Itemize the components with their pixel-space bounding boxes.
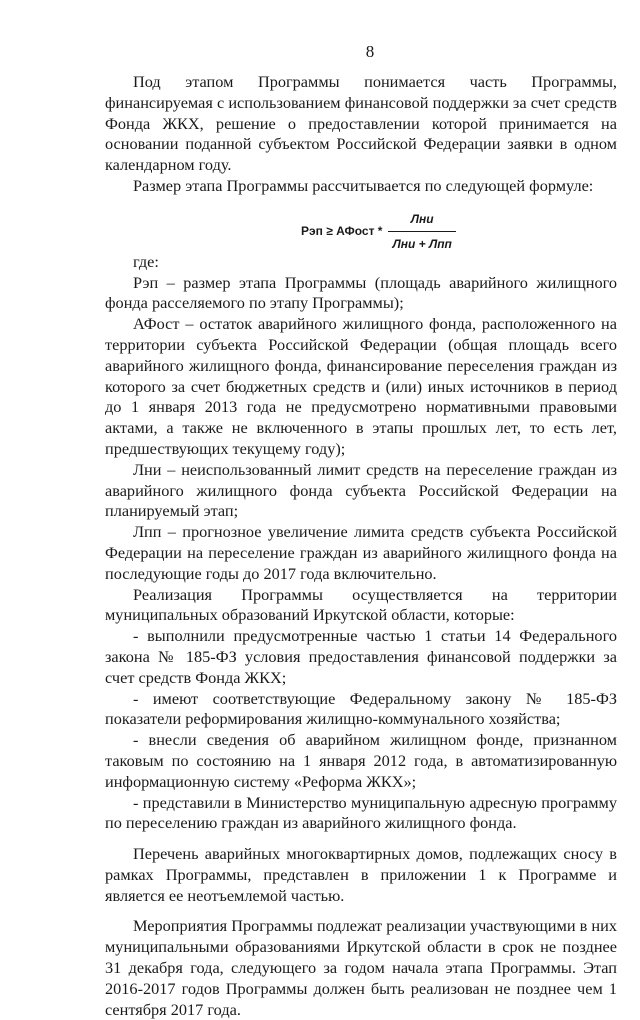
paragraph-lpp-definition: Лпп – прогнозное увеличение лимита средств субъекта Российской Федерации на переселение граждан из аварийного жилищного фонда на последующие годы до 2017 года включительно. (105, 522, 617, 583)
formula-numerator: Лни (410, 211, 434, 226)
formula-block (105, 197, 617, 252)
formula (301, 209, 456, 255)
formula-lhs: Рэп ≥ АФост * (301, 224, 383, 239)
list-item-condition-1: - выполнили предусмотренные частью 1 статьи 14 Федерального закона № 185-ФЗ условия предоставления финансовой поддержки за счет средств Фонда ЖКХ; (105, 626, 617, 687)
list-item-condition-3: - внесли сведения об аварийном жилищном фонде, признанном таковым по состоянию на 1 января 2012 года, в автоматизированную информационную систему «Реформа ЖКХ»; (105, 730, 617, 791)
paragraph-formula-intro: Размер этапа Программы рассчитывается по следующей формуле: (133, 175, 594, 195)
paragraph-rep-definition: Рэп – размер этапа Программы (площадь аварийного жилищного фонда расселяемого по этапу Программы); (105, 272, 617, 313)
page-number: 8 (365, 42, 375, 61)
paragraph-where: где: (133, 251, 159, 271)
formula-fraction (388, 209, 455, 255)
list-item-condition-2: - имеют соответствующие Федеральному закону № 185-ФЗ показатели реформирования жилищно-коммунального хозяйства; (105, 688, 617, 729)
list-item-condition-4: - представили в Министерство муниципальную адресную программу по переселению граждан из аварийного жилищного фонда. (105, 792, 617, 833)
paragraph-lni-definition: Лни – неиспользованный лимит средств на переселение граждан из аварийного жилищного фонда субъекта Российской Федерации на планируемый этап; (105, 459, 617, 521)
paragraph-implementation: Реализация Программы осуществляется на территории муниципальных образований Иркутской области, которые: (105, 584, 617, 625)
formula-denominator: Лни + Лпп (392, 236, 452, 251)
paragraph-deadlines: Мероприятия Программы подлежат реализации участвующими в них муниципальными образованиями Иркутской области в срок не позднее 31 декабря года, следующего за годом начала этапа Программы. Этап 2016-2017 годов Программы должен быть реализован не позднее чем 1 сентября 2017 года. (105, 916, 617, 1019)
paragraph-afost-definition: АФост – остаток аварийного жилищного фонда, расположенного на территории субъекта Российской Федерации (общая площадь всего аварийного жилищного фонда, финансирование переселения граждан из которого за счет бюджетных средств и (или) иных источников в период до 1 января 2013 года не предусмотрено нормативными правовыми актами, а также не включенного в этапы прошлых лет, то есть лет, предшествующих текущему году); (105, 314, 617, 458)
paragraph-house-list: Перечень аварийных многоквартирных домов, подлежащих сносу в рамках Программы, представлен в приложении 1 к Программе и является ее неотъемлемой частью. (105, 844, 617, 905)
document-body (105, 72, 617, 1020)
paragraph-stage-definition: Под этапом Программы понимается часть Программы, финансируемая с использованием финансовой поддержки за счет средств Фонда ЖКХ, решение о предоставлении которой принимается на основании поданной субъектом Российской Федерации заявки в одном календарном году. (105, 72, 617, 175)
